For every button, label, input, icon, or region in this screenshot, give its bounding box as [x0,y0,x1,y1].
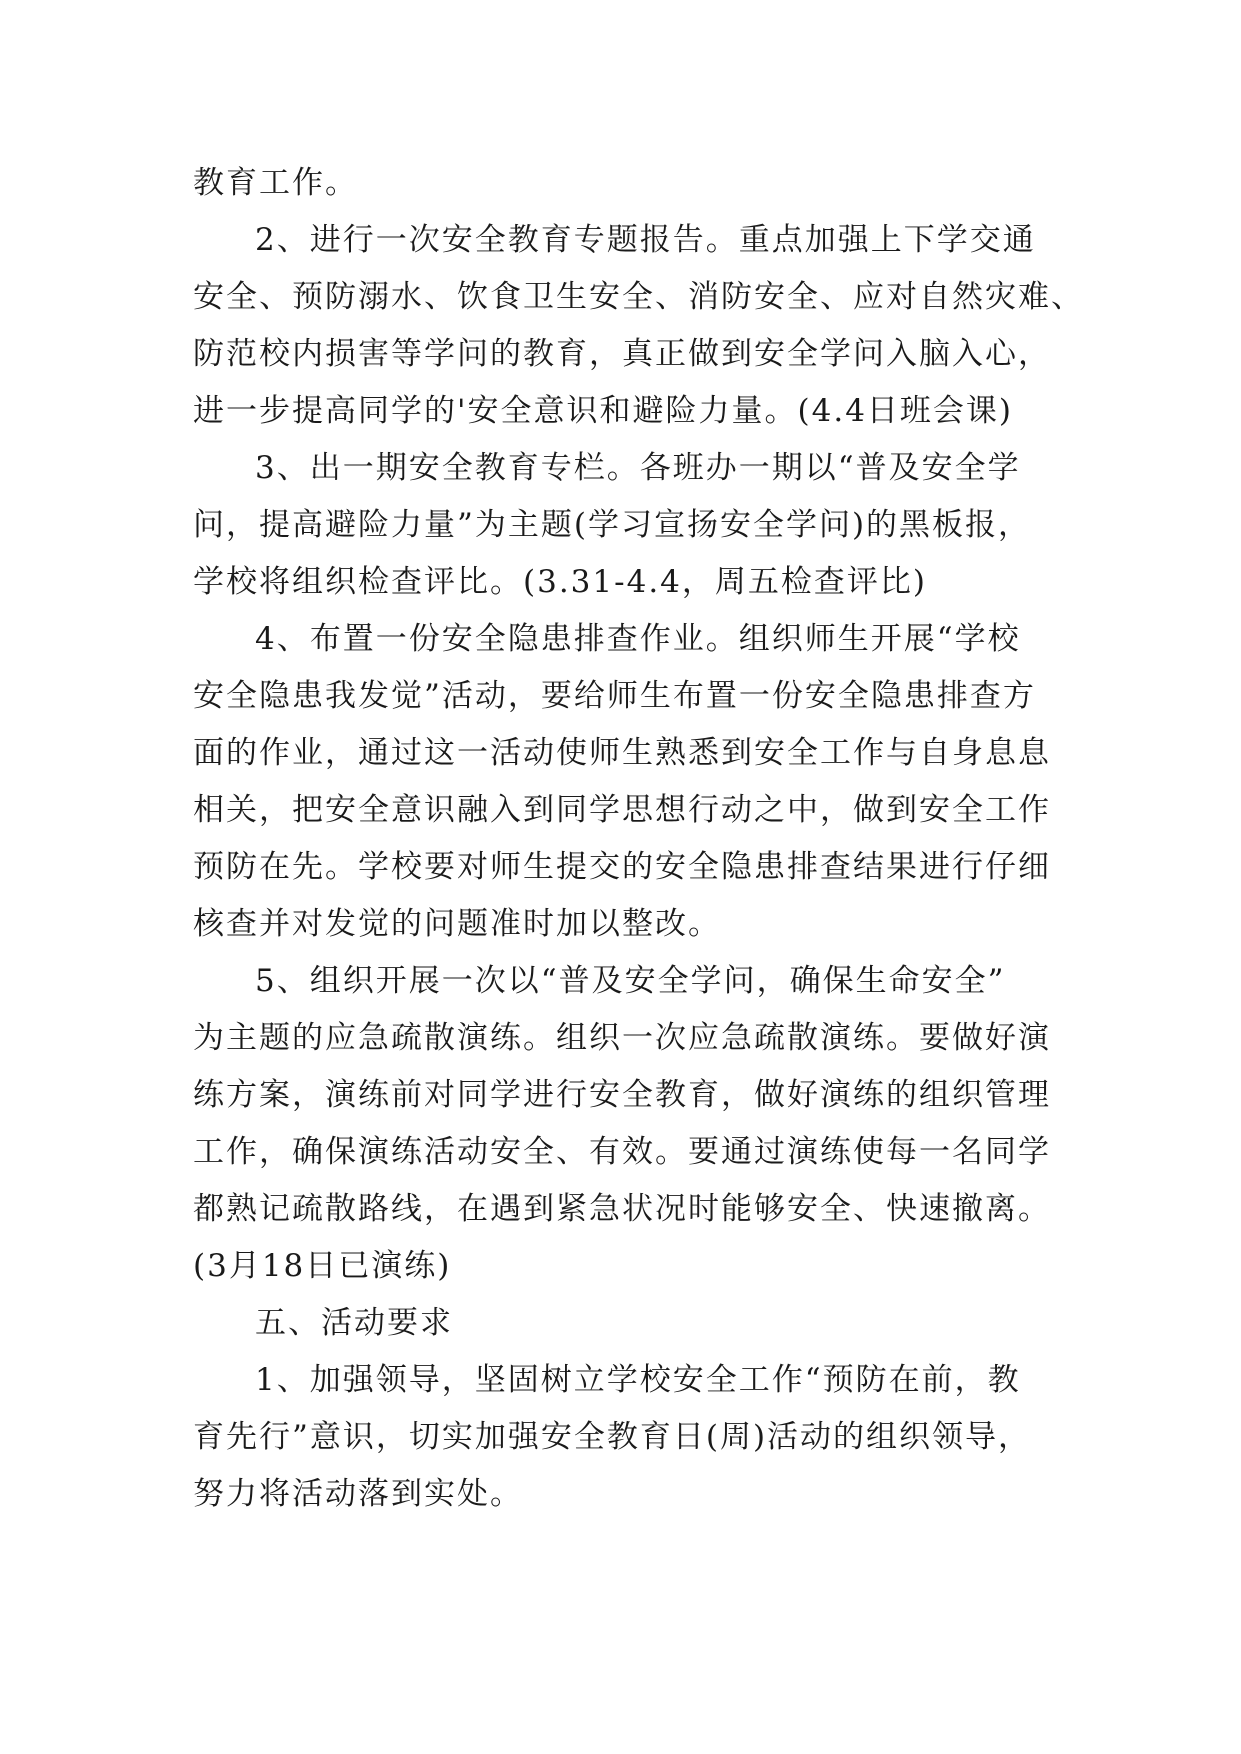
text-line: 努力将活动落到实处。 [193,1476,523,1512]
text-line: 练方案，演练前对同学进行安全教育，做好演练的组织管理 [193,1077,1051,1113]
text-line: (3月18日已演练) [193,1248,452,1284]
text-line: 学校将组织检查评比。(3.31-4.4，周五检查评比) [193,564,927,600]
text-line: 4、布置一份安全隐患排查作业。组织师生开展“学校 [255,621,1021,657]
text-line: 1、加强领导，坚固树立学校安全工作“预防在前，教 [255,1362,1021,1398]
text-line: 进一步提高同学的'安全意识和避险力量。(4.4日班会课) [193,393,1014,429]
text-line: 问，提高避险力量”为主题(学习宣扬安全学问)的黑板报， [193,507,1032,543]
text-line: 育先行”意识，切实加强安全教育日(周)活动的组织领导， [193,1419,1032,1455]
text-line: 为主题的应急疏散演练。组织一次应急疏散演练。要做好演 [193,1020,1051,1056]
text-line: 教育工作。 [193,165,358,201]
text-line: 5、组织开展一次以“普及安全学问，确保生命安全” [255,963,1006,999]
text-line: 工作，确保演练活动安全、有效。要通过演练使每一名同学 [193,1134,1051,1170]
text-line: 都熟记疏散路线，在遇到紧急状况时能够安全、快速撤离。 [193,1191,1051,1227]
text-line: 3、出一期安全教育专栏。各班办一期以“普及安全学 [255,450,1021,486]
document-body [193,155,1084,1523]
text-line: 2、进行一次安全教育专题报告。重点加强上下学交通 [255,222,1036,258]
section-heading: 五、活动要求 [255,1305,453,1341]
text-line: 预防在先。学校要对师生提交的安全隐患排查结果进行仔细 [193,849,1051,885]
text-line: 安全、预防溺水、饮食卫生安全、消防安全、应对自然灾难、 [193,279,1084,315]
text-line: 防范校内损害等学问的教育，真正做到安全学问入脑入心， [193,336,1051,372]
text-line: 面的作业，通过这一活动使师生熟悉到安全工作与自身息息 [193,735,1051,771]
text-line: 安全隐患我发觉”活动，要给师生布置一份安全隐患排查方 [193,678,1036,714]
text-line: 核查并对发觉的问题准时加以整改。 [193,906,721,942]
text-line: 相关，把安全意识融入到同学思想行动之中，做到安全工作 [193,792,1051,828]
